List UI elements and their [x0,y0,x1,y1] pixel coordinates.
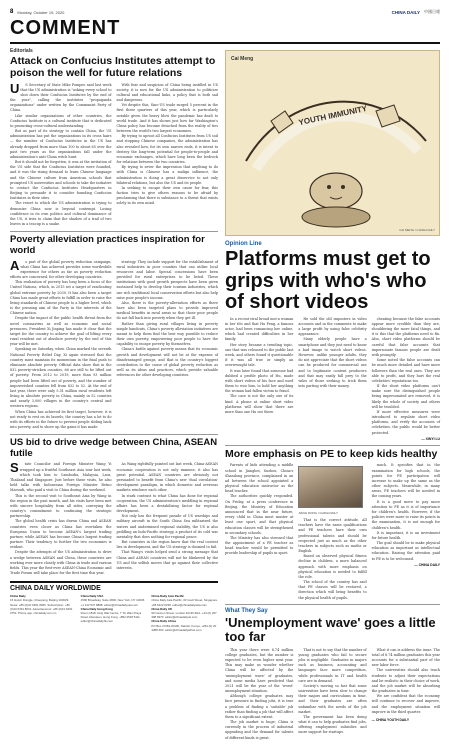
office-name: China Daily Hong Kong [80,606,113,611]
paragraph: Rather than giving rural villages living in poverty simple handouts, China's poverty alleviation initiatives are meant to help them find the best way possible to reduce their own poverty, empowering poor people to have the capability to escape poverty by themselves. [116,321,218,347]
paragraph: The goal should be to make physical education as important as intellectual education. Raising the attention paid to PE is to be welcomed. [371,541,440,561]
paragraph: He sold the old imposters in video accounts and in the comments to make a large profit by using false celebrity appearance. [298,316,367,337]
opinion-body [225,317,440,442]
paragraph: By trying to uproot all Confucius Institutes from US soil and stopping Chinese companies, the administration has also revealed how, for its own narrow ends, it is intent to destroy the long-term potential for people-to-people and economic exchanges, which have long been the bedrock for relations between the two countries. [116,134,218,165]
issue-date: Monday, October 19, 2020 [17,9,65,15]
cartoonist-signature: Cai Meng [231,56,254,62]
paragraph: The school of the country has said that PE classes will be restored, a direction which will bring benefits to the physical health of pupils. [298,580,367,600]
paragraph: The Ministry has also stressed that the appointment of a PE teacher as head teacher would be permitted to provide leadership of pupils in sport. [225,535,294,556]
pe-photo-caption: JIANG DONG / CHINA DAILY [298,511,338,516]
office-details: 90 Cannon Street, London EC4N 6HA. +44 (0) 207 398 8270. editor@chinadailyuk.com [151,611,217,620]
paragraph: Yet despite this, Sino-US trade surged 5 percent in the first three quarters of this year, which is particularly notable given the heavy blow the pandemic has dealt to world trade. And it has shown just how far Washington's China policy has become detached from the reality of ties between the world's two largest economies. [116,103,218,134]
divider [225,445,440,446]
divider [225,604,440,605]
paragraph: But countries in the region know that the real contest lies in development, and the US strategy is doomed to fail. [116,540,218,550]
office-details: 15 Huixin Dongjie, Chaoyang, Beijing 100029. News: +86 (0)10 6491 8366. Subscription: +86 (0)10 6491 8631. Advertisement: +86 (0)10 6491 0751. Phone app: chinadaily.com.cn [10,598,73,616]
unemployment-body [225,648,440,741]
paragraph: The universities should also teach students to adjust their expectations and be realistic in their choice of work, and the job market will be absorbing the graduates in time. [371,668,440,694]
paragraph: The government has been doing what it can to help graduates find jobs, offering employment subsidies and more support for startups. [298,714,367,735]
pe-photo [298,466,366,508]
editorials-kicker: Editorials [10,48,33,54]
paragraph: Society's moving so fast that some universities have been slow to change their majors and curriculums in time, and their graduates are often unfamiliar with the needs of the job market. [298,683,367,714]
paragraph: This realization of poverty has long been a focus of the United Nations, which, in 2015 set a target of eradicating global extreme poverty by 2030. It has also been a target China has made great efforts to fulfill in order to raise the living standards of Chinese people to a higher level, which is the pressing aim of the Party in the interests of the Chinese nation. [10,280,112,316]
paragraph: The job market is huge; China is currently in the process of industrial upgrading and the demand for talents of different kinds is great. [225,720,294,740]
editorial-2-dropcap: A [10,257,20,273]
editorial-1-body [10,80,218,228]
paragraph: When China has achieved its first target, however, it is not ready to rest on its laurels; the country has a lot to do with its efforts in the future to prevent people sliding back into poverty, and to shore up the gains it has made. [10,409,112,430]
paragraph: In a recent viral broad mei-a woman in her 60s and that Hu Feng, a famous actor, had been romancing her online, which had created difficulties in her family. [225,316,294,342]
pe-headline: More emphasis on PE to keep kids healthy [225,447,438,460]
paragraph: cheating because the false accounts appear more credible than they are, shouldering the more fatal things, and it is this that the platforms need to fix. Also, short video platforms should be careful that false accounts that impersonate famous people are dealt with promptly. [371,316,440,357]
paragraph: We are confident that the economy will continue to recover and improve, and the employment situation will improve in the third quarter. [371,694,440,714]
worldwide-footer-title: CHINA DAILY WORLDWIDE [10,585,101,593]
section-title: COMMENT [10,17,121,39]
office-name: China Daily [10,594,26,599]
paragraph: The case is not the only one of its kind. A phone at online short video platforms will show that there are more than one Hu out there. [225,394,294,414]
paragraph: That is not to say that the number of young graduates who fail to secure jobs is negligible. Graduates in majors such as business, accounting and languages face more competition, while professionals in IT and health care are in demand. [298,647,367,683]
office-details: China Daily Asia Pacific, 63 Cecil Street, Singapore. +65 6222 6238. editor@chinadailyasia.com [151,598,218,607]
paragraph: It is a good move to pay more attention to PE as it is of importance for children's health. However, if the policies were more to raise its points in the examination, it is not enough for children's health. [371,499,440,530]
masthead-mini-cn: 中國日報 [424,9,440,14]
pe-body [225,463,440,600]
paragraph: Although college graduates may face pressure in finding jobs, it is true a problem of finding a 'suitable' job rather than finding a job that will affect them to a significant extent. [225,694,294,719]
masthead-mini: CHINA DAILY [391,9,420,15]
paragraph: By trying to sever the impression that anything to do with China is Chinese has a malign influence, the administration is doing a great disservice to not only bilateral relations, but also the US and its people. [116,165,218,185]
us-article-body [10,462,218,576]
paragraph: This is the second visit to Southeast Asia by Wang in the region in the past month, and his visits have been met with sincere hospitality from all sides, conveying the country's commitment to continuing the strategic partnership. [10,493,112,519]
cartoon-illustration [226,51,440,236]
paragraph: tate Councilor and Foreign Minister Wang Yi wrapped up a fruitful Southeast Asia tour last week, which took him to Cambodia, Malaysia, Laos, Thailand and Singapore. Just before these visits, he also held talks with Indonesian Foreign Minister Retno Marsudi, who paid a visit to China during the weekend. [10,462,112,493]
paragraph: What it can is address the issue. The total of 8.74 million graduates this year accounts for a substantial part of the new labor force. [371,647,440,668]
office-name: China Daily UK [151,606,173,611]
us-article-headline: US bid to drive wedge between China, ASEAN futile [10,434,218,459]
unemployment-byline: — CHINA YOUTH DAILY [371,717,410,722]
cartoon-banner-text: YOUTH IMMUNITY [297,103,368,128]
page-header [10,8,440,16]
us-article-dropcap: S [10,460,19,476]
paragraph: That Wang's visits helped send a strong message that China and ASEAN countries will not be blinkered by the US and the selfish moves that go against their collective interests. [116,550,218,570]
paragraph: Also, there is the poverty-alleviation efforts as there have also been targeted plans to provide improved medical benefits in rural areas so that those poor people do not fall back into poverty when they get ill. [116,300,218,321]
pe-byline: — CHINA DAILY [414,562,440,567]
paragraph: With fear and suspicion of China being instilled in US society, it is now for the US administration to politicize cultural and educational links, a policy that is both sad and dangerous. [116,82,218,103]
paragraph: Some noted the false accounts can be much more detailed and have more followers than the real ones. They are able to profit, and they hurt the real celebrities' reputations too. [371,358,440,383]
editorial-column [10,48,218,741]
paragraph: If the short video platforms can't make sure the distinguished people being impersonated are removed, it is likely the whole of society and others will be troubled. [371,384,440,409]
page-number: 8 [10,9,14,15]
worldwide-footer [10,581,218,632]
paragraph: That is the correct attitude. All teachers have the same qualifications and PE teachers have their own professional talents and should be respected just as much as the other teachers in subjects such as maths or English. [298,518,367,554]
paragraph: Many elderly people have a smartphone and they just need to know a bad image to watch short videos. However, unlike younger adults, they do not appreciate that the short videos can be produced for commercial use and to legitimate content producers and that may easily fall prey to the wiles of those seeking to trick them into parting with their money. [298,337,367,389]
paragraph: This year there were 8.74 million college graduates, but the number is expected to be even higher next year. This may make us wonder whether China will be affected by the 'unemployment wave' of graduates, and some media have predicted that 2021 will be the year of the 'worst' unemployment situation. [225,647,294,694]
paragraph: Based on observed physical fitness decline in children, a more balanced approach with more emphasis on physical education is needed to fulfill the role. [298,554,367,579]
opinion-column [225,48,440,741]
paragraph: China's battle against poverty means that its economic growth and development will not be at the expense of disadvantaged groups, and that is the country's biggest contribution to the cause of global poverty reduction as well as its ideas and practices, which provide valuable references for other developing countries. [116,347,218,378]
paragraph: Like similar organizations of other countries, the Confucius Institute is a cultural institute that is dedicated to promoting cross-cultural understanding. [10,113,112,128]
opinion-headline: Platforms must get to grips with who's who of short videos [225,248,431,314]
editorial-cartoon [225,50,440,236]
office-details: PO Box 27281-00100, Nairobi, Kenya. +254 (0) 20 4288 600. editor@chinadailyafrica.com [151,623,217,632]
paragraph: much. It specifies that in the examination for high schools, the points for PE participation will increase to make up the same as the other subjects. Meanwhile, in many areas, PE teachers will be needed in the coming years. [371,463,440,499]
paragraph: But as part of its strategy to contain China, the US administration has put the organizations in its cross hairs — the number of Confucius Institutes in the US has already dropped from more than 100 to about 65 over the past two years as the organizations fall under the administration's anti-China witch hunt. [10,129,112,159]
opinion-byline: — XINYI LU [421,436,440,441]
paragraph: Not only has the frequent parade of US warships and military aircraft in the South China Sea militarized the waters and undermined regional stability, the US is also peddling an Indo-Pacific strategy, a product of its cold war mentality that does nothing for regional peace. [116,514,218,539]
editorial-1-dropcap: U [10,80,20,96]
paragraph: Parents of kids attending a middle school in Jiangbei, Suzhou, China's Shandong province, complained in an ad between the school appointed a physical education instructor as the head teacher. [225,463,294,494]
paragraph: Despite the impact of the public health threat from the novel coronavirus as well as economic and social pressures, President Xi Jinping has made it clear that the target for the country to achieve the goal of lifting every rural resident out of absolute poverty by the end of this year will be met. [10,316,112,347]
paragraph: S Secretary of State Mike Pompeo said last week that the US administration is "asking every school to shut down their Confucius Institutes by the end of the year", calling the institutes "propaganda organizations" under written by the Communist Party of China. [10,82,112,113]
paragraph: The global health crisis has drawn China and ASEAN countries even closer as China has overtaken the European Union to become ASEAN's largest trading partner, while ASEAN has become China's largest trading partner. Their tendency to further the two economies is evident. [10,519,112,550]
paragraph: Her story became a trending topic, one that was released to the public last week, and others found it questionable if it was all true or simply an overwrought tale. [225,342,294,368]
paragraph: Speaking on Saturday, when China marked the seventh National Poverty Relief Day, Xi again stressed that the country must maintain its momentum in the final push to eliminate absolute poverty. Official data show that in the 832 poverty-stricken counties, 66 are still to be lifted out of poverty. From 2012 to 2019, more than 93 million people had been lifted out of poverty, and the number of impoverished counties fell from 832 to 52. At the end of last year, there were only 5.51 million rural residents left living in absolute poverty in China, mainly in 52 counties and nearly 3,000 villages in the country's central and western regions. [10,347,112,409]
opinion-kicker: Opinion Line [225,241,262,247]
office-details: Room 1818, Hing Wai Centre, 7 Tin Wan Praya Road, Aberdeen, Hong Kong. +852 2518 5111. editor@chinadailyhk.com [80,611,142,624]
editorial-1-headline: Attack on Confucius Institutes attempt to poison the well for future relations [10,55,216,79]
paragraph: As Wang rightfully pointed out last week, China-ASEAN economic cooperation is not only immune, it also has great potential. ASEAN countries are obviously not persuaded to benefit from China's new 'dual circulation' development paradigm, in which domestic and overseas markets reinforce each other. [116,462,218,493]
paragraph: In seeking to escape their own cause for fear, this faction tries to give others reasons to be afraid by proclaiming that there is substance to a threat that exists solely in its own mind. [116,185,218,206]
office-name: China Daily USA [80,594,104,599]
paragraph: strategy. They include support for the establishment of rural industries in poor counties that can utilize local resources and labor. Special concessions have been provided for rural enterprises to be listed. These institutions with good growth prospects have been given sustained help to develop their tourism industries, which use rich traditional local conservation efforts but also help raise poor people's income. [116,259,218,300]
paragraph: But it should not be forgotten, it was at the invitation of the US side that the Confucius Institutes were founded, and it was the rising demand to learn Chinese language and the Chinese culture from American schools that prompted US universities and schools to take the initiative to contact the Confucius Institutes Headquarters in Beijing to persuade it to consider founding Confucius Institutes in their sites. [10,160,112,201]
unemployment-headline: 'Unemployment wave' goes a little too far [225,614,436,645]
paragraph: It is important, it is an investment for future health. [371,530,440,540]
paragraph: The resort to which the US administration is trying to demonize China now is beyond contempt. Losing confidence in its own politics and cultural dominance of the US, it tries to claim that the shadow of a trail of two leaves in a teacup is a snake. [10,201,112,227]
office-name: China Daily Asia Pacific [151,594,185,599]
paragraph: In stark contrast to what China has done for regional cooperation, the US administration's meddling in regional affairs has been a destabilizing factor for regional development. [116,493,218,514]
cartoon-credit: CAI MENG / CHINA DAILY [399,228,435,232]
paragraph: s part of the global poverty reduction campaign, what China has achieved provides some worthwhile experience for others as far as poverty reduction efforts are concerned, for other developing countries. [10,259,112,280]
paragraph: The authorities quickly responded. On Friday, at a press conference in Beijing, the Ministry of Education announced that in the near future, every child in China must master at least one sport, and that physical education classes will be strengthened in secondary schools. [225,494,294,535]
office-details: 1500 Broadway, Suite 2800, New York, NY 10036. +1 212 537 8888. editor@chinadailyusa.com [80,598,146,607]
paragraph: If more effective measures were introduced to regulate short video platforms, and verify the accounts of celebrities, the public would be better protected. [371,409,440,435]
section-rule [10,42,440,44]
office-name: China Daily Africa [151,619,176,624]
paragraph: It was later found that someone had dubbed a profile photo of Hu, made with short videos of his face and used them to woo him, to hold her anything the woman had fallen victim to fraud. [225,368,294,394]
whatsay-kicker: What They Say [225,607,268,614]
paragraph: Despite the attempts of the US administration to drive a wedge between ASEAN and China, these countries are working ever more closely with China in trade and various fields. This year the first-ever ASEAN-China Economic and Trade Forum will take place for the first time this year. [10,550,112,576]
editorial-2-headline: Poverty alleviation practices inspiration for world [10,231,218,256]
pe-photo-image [298,466,363,508]
editorial-2-body [10,257,218,431]
